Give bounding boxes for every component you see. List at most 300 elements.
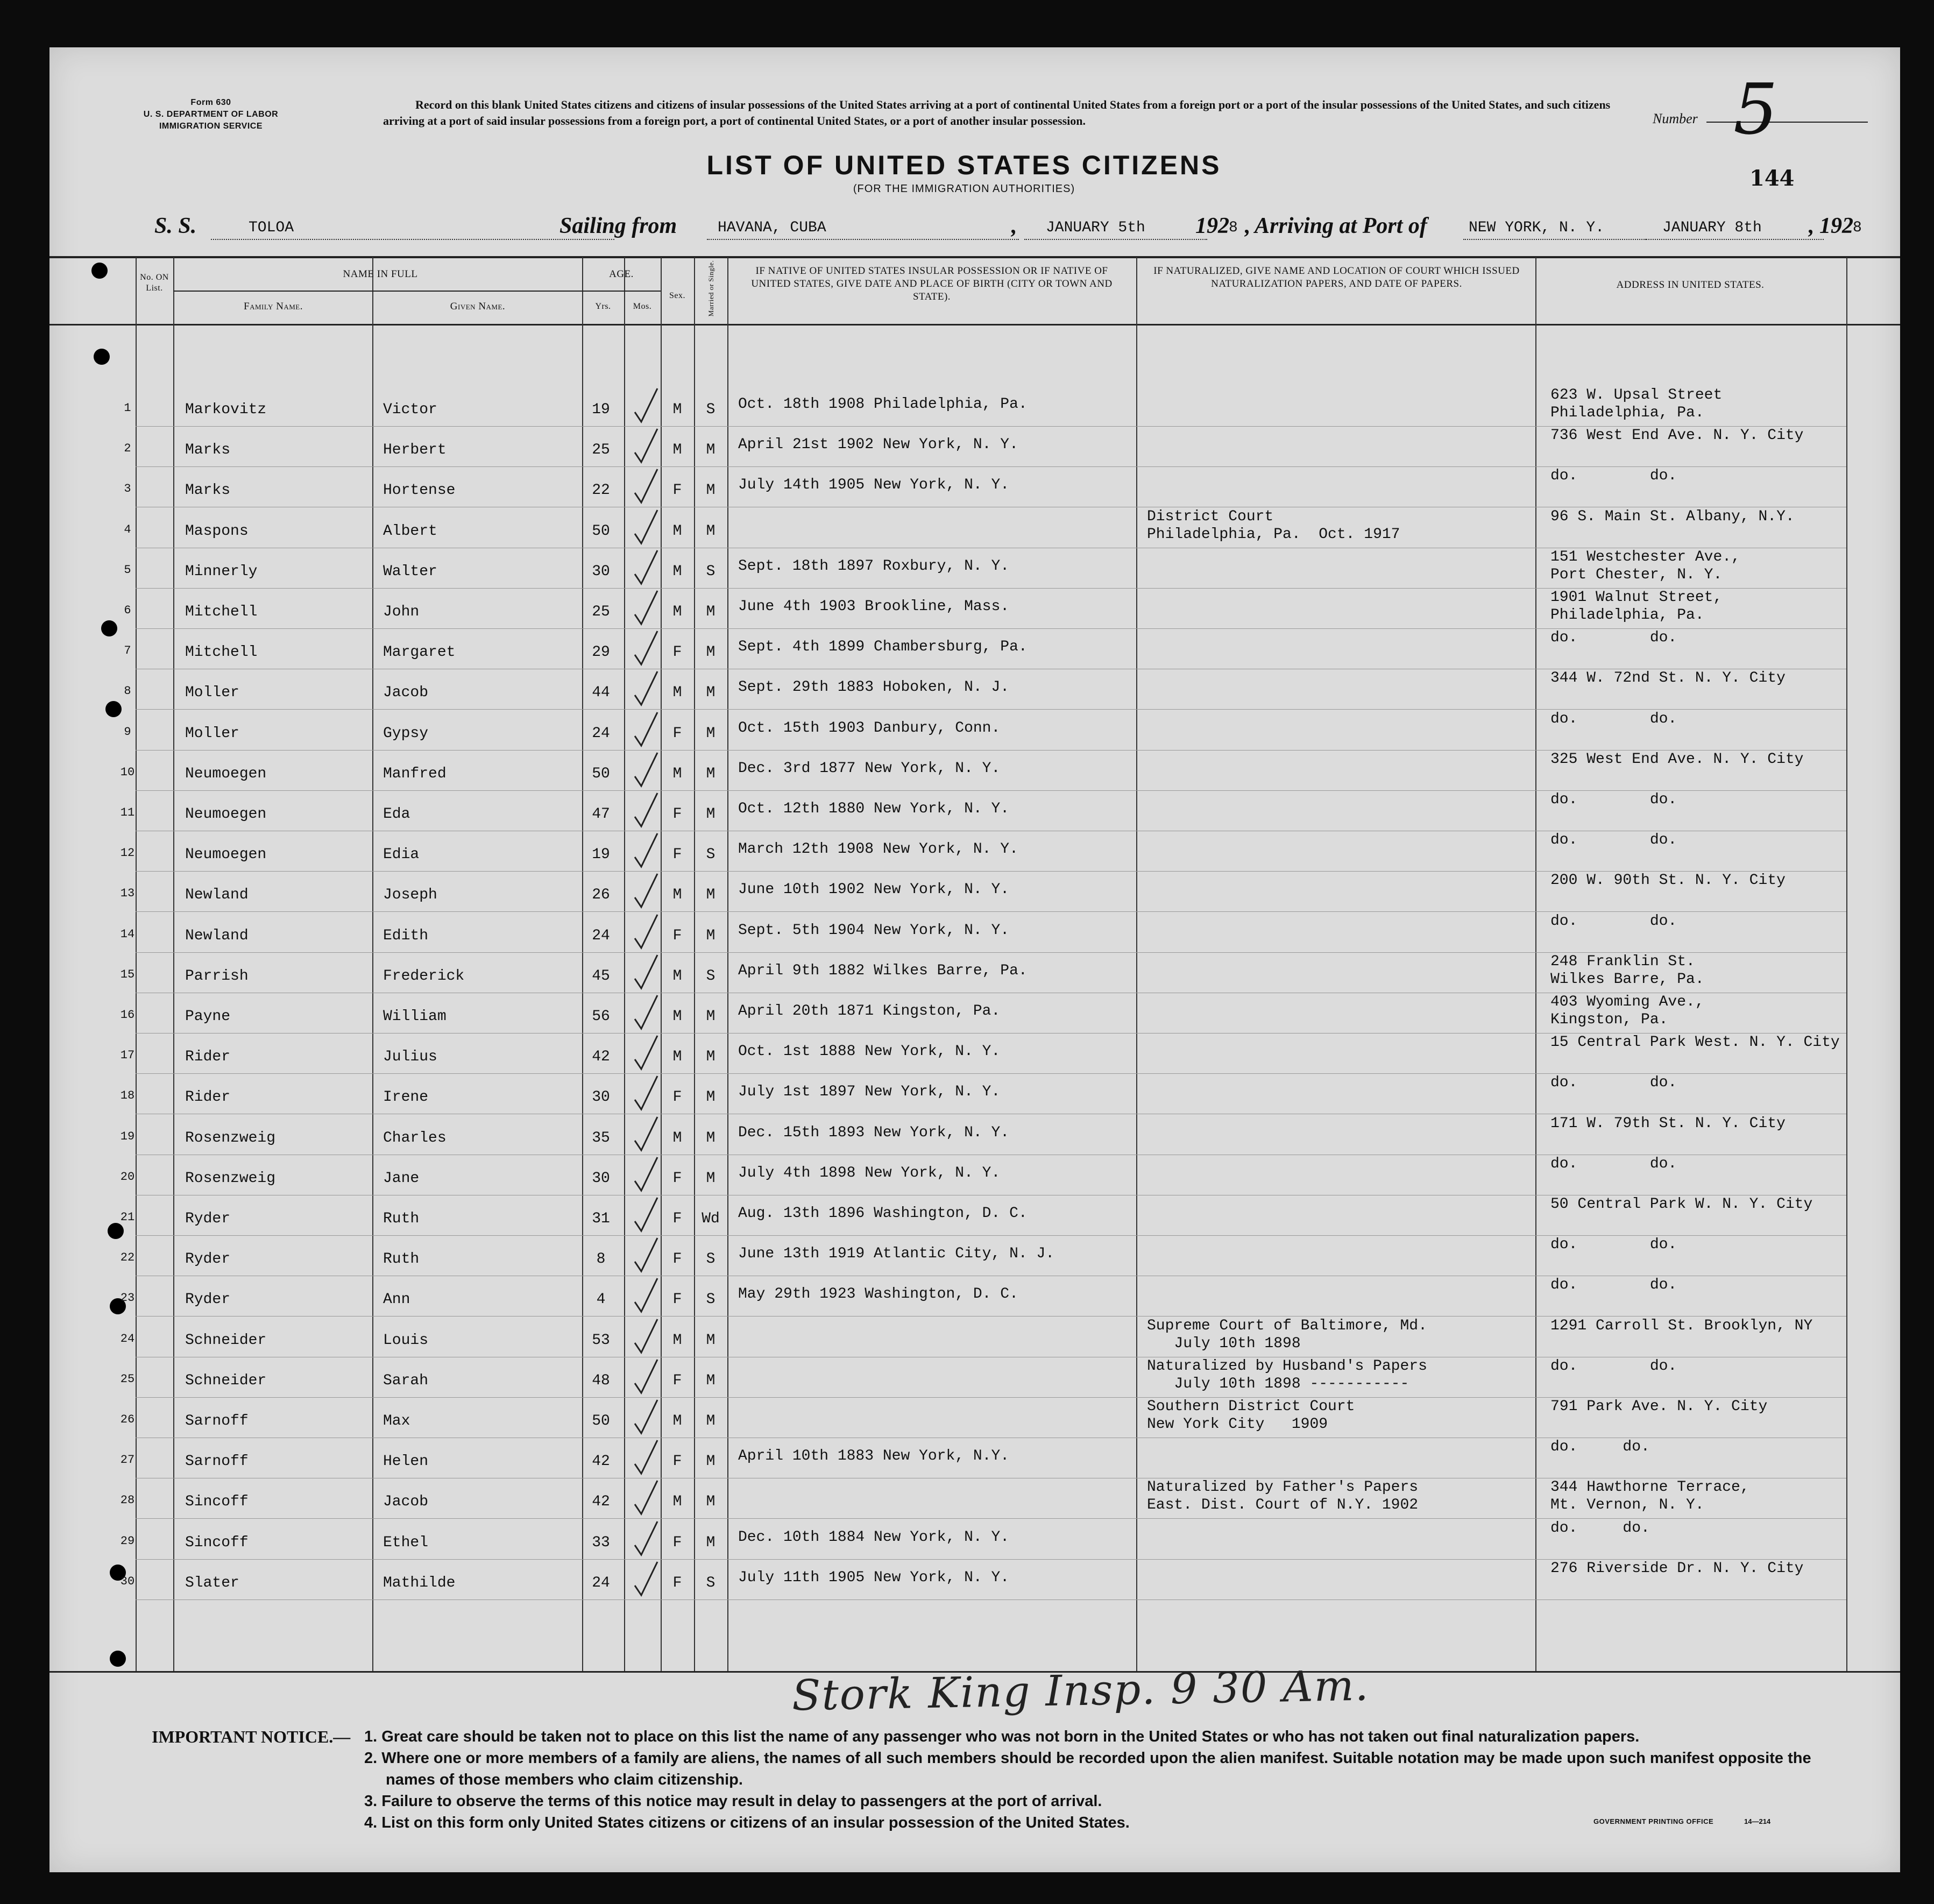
sex: F xyxy=(672,1089,682,1106)
row-rule xyxy=(136,1599,1846,1600)
given-name: Albert xyxy=(383,522,437,540)
row-number: 10 xyxy=(120,765,135,779)
page-number: 144 xyxy=(1749,166,1795,191)
marital-status: M xyxy=(706,806,715,823)
row-number: 29 xyxy=(120,1534,135,1548)
table-top-rule xyxy=(49,256,1900,258)
table-row xyxy=(49,1155,1900,1195)
address-line: do. do. xyxy=(1550,832,1677,849)
col-header-naturalized: IF NATURALIZED, GIVE NAME AND LOCATION OF COURT WHICH ISSUED NATURALIZATION PAPERS, AND DATE OF PAPERS. xyxy=(1153,265,1520,289)
col-header-age: AGE. xyxy=(609,268,634,280)
table-row xyxy=(49,589,1900,629)
address-line: Philadelphia, Pa. xyxy=(1550,607,1704,624)
table-row xyxy=(49,993,1900,1034)
check-mark-icon xyxy=(625,1074,663,1114)
col-header-sex: Sex. xyxy=(669,291,685,300)
table-row xyxy=(49,386,1900,427)
family-name: Moller xyxy=(185,684,239,702)
age-years: 42 xyxy=(592,1049,610,1066)
row-number: 11 xyxy=(120,806,135,819)
row-number: 16 xyxy=(120,1008,135,1022)
sex: F xyxy=(672,1534,682,1551)
binder-hole xyxy=(110,1651,126,1667)
us-address xyxy=(1550,589,1722,624)
address-line: 15 Central Park West. N. Y. City xyxy=(1550,1034,1840,1051)
col-header-yrs: Yrs. xyxy=(595,302,611,311)
age-years: 33 xyxy=(592,1534,610,1551)
sex: F xyxy=(672,1291,682,1308)
family-name: Neumoegen xyxy=(185,846,267,863)
birth-date-place: May 29th 1923 Washington, D. C. xyxy=(738,1286,1018,1303)
table-row xyxy=(49,912,1900,953)
check-mark-icon xyxy=(625,1195,663,1236)
check-mark-icon xyxy=(625,548,663,589)
us-address xyxy=(1550,1317,1812,1335)
us-address xyxy=(1550,831,1677,849)
address-line: do. do. xyxy=(1550,1439,1650,1456)
given-name: Louis xyxy=(383,1332,429,1349)
address-line: 325 West End Ave. N. Y. City xyxy=(1550,751,1804,768)
birth-date-place: Sept. 4th 1899 Chambersburg, Pa. xyxy=(738,639,1028,656)
check-mark-icon xyxy=(625,1438,663,1478)
family-name: Sarnoff xyxy=(185,1413,249,1429)
ss-label: S. S. xyxy=(154,214,197,238)
binder-hole xyxy=(94,349,110,365)
address-line: 791 Park Ave. N. Y. City xyxy=(1550,1398,1768,1415)
row-number: 14 xyxy=(120,927,135,941)
birth-date-place: June 10th 1902 New York, N. Y. xyxy=(738,881,1010,898)
sailing-date: JANUARY 5th xyxy=(1024,220,1207,240)
check-mark-icon xyxy=(625,751,663,791)
address-line: do. do. xyxy=(1550,629,1677,647)
age-years: 30 xyxy=(592,1170,610,1187)
us-address xyxy=(1550,1115,1786,1133)
check-mark-icon xyxy=(625,1519,663,1560)
table-row xyxy=(49,831,1900,872)
naturalization-line: Supreme Court of Baltimore, Md. xyxy=(1147,1317,1427,1334)
family-name: Schneider xyxy=(185,1332,267,1349)
birth-date-place: April 21st 1902 New York, N. Y. xyxy=(738,436,1018,454)
table-row xyxy=(49,1115,1900,1155)
given-name: Hortense xyxy=(383,482,456,499)
row-number: 4 xyxy=(124,522,131,536)
given-name: Eda xyxy=(383,806,410,823)
sex: M xyxy=(672,1129,682,1146)
birth-date-place: April 10th 1883 New York, N.Y. xyxy=(738,1448,1010,1465)
family-name: Newland xyxy=(185,887,249,904)
address-line: do. do. xyxy=(1550,1236,1677,1254)
check-mark-icon xyxy=(625,1478,663,1519)
given-name: Manfred xyxy=(383,765,447,782)
birth-date-place: Oct. 12th 1880 New York, N. Y. xyxy=(738,801,1010,817)
birth-date-place: Sept. 29th 1883 Hoboken, N. J. xyxy=(738,679,1010,696)
address-line: do. do. xyxy=(1550,1155,1677,1172)
notice-item: 2. Where one or more members of a family are aliens, the names of all such members should be recorded upon the alien manifest. Suitable notation may be made upon such manifest opposite the names of those members who claim citizenship. xyxy=(364,1750,1811,1788)
naturalization-line: Naturalized by Father's Papers xyxy=(1147,1479,1419,1496)
us-address xyxy=(1550,1357,1677,1375)
age-years: 50 xyxy=(592,522,610,540)
given-name: Victor xyxy=(383,401,437,418)
birth-date-place: Dec. 10th 1884 New York, N. Y. xyxy=(738,1528,1010,1546)
row-number: 3 xyxy=(124,482,131,496)
check-mark-icon xyxy=(625,791,663,831)
family-name: Markovitz xyxy=(185,401,267,418)
marital-status: M xyxy=(706,604,715,620)
address-line: do. do. xyxy=(1550,1357,1677,1375)
row-number: 15 xyxy=(120,967,135,981)
us-address xyxy=(1550,548,1740,584)
naturalization-info xyxy=(1147,1357,1427,1393)
age-years: 22 xyxy=(592,482,610,499)
family-name: Newland xyxy=(185,927,249,944)
address-line: Port Chester, N. Y. xyxy=(1550,566,1723,583)
binder-hole xyxy=(91,263,108,279)
address-line: 151 Westchester Ave., xyxy=(1550,548,1740,565)
us-address xyxy=(1550,669,1786,687)
age-years: 19 xyxy=(592,401,610,418)
age-years: 19 xyxy=(592,846,610,863)
family-name: Moller xyxy=(185,725,239,742)
row-number: 24 xyxy=(120,1332,135,1346)
age-years: 30 xyxy=(592,1089,610,1106)
sex: M xyxy=(672,522,682,540)
table-row xyxy=(49,548,1900,589)
age-years: 25 xyxy=(592,604,610,620)
address-line: do. do. xyxy=(1550,1277,1677,1294)
check-mark-icon xyxy=(625,467,663,507)
given-name: Julius xyxy=(383,1049,437,1066)
sex: F xyxy=(672,1170,682,1187)
given-name: Joseph xyxy=(383,887,437,904)
sex: F xyxy=(672,806,682,823)
row-number: 8 xyxy=(124,684,131,698)
given-name: Mathilde xyxy=(383,1574,456,1591)
birth-date-place: Oct. 1st 1888 New York, N. Y. xyxy=(738,1043,1001,1060)
marital-status: S xyxy=(706,1574,715,1591)
address-line: do. do. xyxy=(1550,1519,1650,1537)
col-header-given-name: Given Name. xyxy=(450,301,506,312)
row-number: 17 xyxy=(120,1049,135,1063)
given-name: Ethel xyxy=(383,1534,429,1551)
address-line: 171 W. 79th St. N. Y. City xyxy=(1550,1115,1786,1132)
marital-status: M xyxy=(706,1089,715,1106)
row-number: 26 xyxy=(120,1413,135,1426)
family-name: Minnerly xyxy=(185,563,258,580)
check-mark-icon xyxy=(625,831,663,872)
given-name: Ruth xyxy=(383,1211,420,1227)
given-name: Jacob xyxy=(383,684,429,702)
check-mark-icon xyxy=(625,993,663,1034)
sex: M xyxy=(672,967,682,985)
age-years: 24 xyxy=(592,1574,610,1591)
marital-status: M xyxy=(706,482,715,499)
birth-date-place: April 9th 1882 Wilkes Barre, Pa. xyxy=(738,962,1028,979)
sex: M xyxy=(672,563,682,580)
age-years: 56 xyxy=(592,1008,610,1025)
us-address xyxy=(1550,629,1677,647)
family-name: Schneider xyxy=(185,1372,267,1389)
birth-date-place: Dec. 15th 1893 New York, N. Y. xyxy=(738,1124,1010,1141)
family-name: Rosenzweig xyxy=(185,1129,276,1146)
given-name: Gypsy xyxy=(383,725,429,742)
naturalization-line: East. Dist. Court of N.Y. 1902 xyxy=(1147,1497,1419,1514)
row-number: 13 xyxy=(120,887,135,901)
given-name: William xyxy=(383,1008,447,1025)
sex: M xyxy=(672,684,682,702)
table-row xyxy=(49,791,1900,831)
birth-date-place: June 4th 1903 Brookline, Mass. xyxy=(738,598,1010,615)
marital-status: M xyxy=(706,1413,715,1429)
marital-status: M xyxy=(706,887,715,904)
sex: M xyxy=(672,1049,682,1066)
notice-item: 1. Great care should be taken not to place on this list the name of any passenger who was not born in the United States or who has not taken out final naturalization papers. xyxy=(364,1728,1640,1745)
marital-status: S xyxy=(706,967,715,985)
given-name: Margaret xyxy=(383,644,456,661)
marital-status: M xyxy=(706,522,715,540)
marital-status: M xyxy=(706,1049,715,1066)
given-name: Helen xyxy=(383,1453,429,1470)
given-name: Frederick xyxy=(383,967,465,985)
table-row xyxy=(49,1357,1900,1398)
row-number: 27 xyxy=(120,1453,135,1467)
us-address xyxy=(1550,1276,1677,1294)
notice-lead: IMPORTANT NOTICE.— xyxy=(152,1727,351,1746)
age-years: 8 xyxy=(596,1251,606,1268)
address-line: 736 West End Ave. N. Y. City xyxy=(1550,427,1804,444)
sex: F xyxy=(672,1251,682,1268)
sex: F xyxy=(672,1372,682,1389)
family-name: Payne xyxy=(185,1008,231,1025)
birth-date-place: July 14th 1905 New York, N. Y. xyxy=(738,477,1010,494)
arriving-label: Arriving at Port of xyxy=(1255,214,1427,238)
naturalization-info xyxy=(1147,1317,1427,1353)
row-number: 5 xyxy=(124,563,131,577)
family-name: Rosenzweig xyxy=(185,1170,276,1187)
address-line: 1291 Carroll St. Brooklyn, NY xyxy=(1550,1317,1813,1334)
birth-date-place: Oct. 18th 1908 Philadelphia, Pa. xyxy=(738,396,1028,413)
table-row xyxy=(49,669,1900,710)
row-number: 9 xyxy=(124,725,131,739)
marital-status: M xyxy=(706,442,715,459)
sex: M xyxy=(672,1413,682,1429)
marital-status: M xyxy=(706,684,715,702)
given-name: Edith xyxy=(383,927,429,944)
us-address xyxy=(1550,427,1803,444)
arrival-date: JANUARY 8th xyxy=(1646,220,1824,240)
us-address xyxy=(1550,1398,1767,1415)
birth-date-place: April 20th 1871 Kingston, Pa. xyxy=(738,1003,1001,1020)
family-name: Parrish xyxy=(185,967,249,985)
row-number: 18 xyxy=(120,1089,135,1103)
naturalization-info xyxy=(1147,1478,1418,1514)
age-years: 50 xyxy=(592,765,610,782)
address-line: do. do. xyxy=(1550,791,1677,808)
row-number: 28 xyxy=(120,1494,135,1507)
us-address xyxy=(1550,1034,1840,1051)
address-line: do. do. xyxy=(1550,912,1677,930)
sailing-label: Sailing from xyxy=(559,214,677,238)
sex: M xyxy=(672,442,682,459)
list-number: 5 xyxy=(1733,68,1778,150)
sex: F xyxy=(672,482,682,499)
family-name: Rider xyxy=(185,1089,231,1106)
age-years: 24 xyxy=(592,927,610,944)
address-line: 344 W. 72nd St. N. Y. City xyxy=(1550,670,1786,687)
check-mark-icon xyxy=(625,386,663,427)
check-mark-icon xyxy=(625,508,663,548)
family-name: Neumoegen xyxy=(185,765,267,782)
family-name: Maspons xyxy=(185,522,249,540)
birth-date-place: Aug. 13th 1896 Washington, D. C. xyxy=(738,1205,1028,1222)
notice-item: 3. Failure to observe the terms of this notice may result in delay to passengers at the port of arrival. xyxy=(364,1793,1102,1810)
table-row xyxy=(49,710,1900,751)
check-mark-icon xyxy=(625,629,663,669)
row-number: 20 xyxy=(120,1170,135,1184)
address-line: 623 W. Upsal Street xyxy=(1550,387,1723,404)
family-name: Marks xyxy=(185,482,231,499)
check-mark-icon xyxy=(625,1317,663,1357)
us-address xyxy=(1550,791,1677,809)
family-name: Rider xyxy=(185,1049,231,1066)
header-bottom-rule xyxy=(49,324,1900,325)
col-header-birth: IF NATIVE OF UNITED STATES INSULAR POSSESSION OR IF NATIVE OF UNITED STATES, GIVE DATE AND PLACE OF BIRTH (CITY OR TOWN AND STATE). xyxy=(751,265,1113,302)
age-years: 45 xyxy=(592,967,610,985)
given-name: Ann xyxy=(383,1291,410,1308)
row-number: 7 xyxy=(124,644,131,658)
us-address xyxy=(1550,467,1677,485)
naturalization-line: District Court xyxy=(1147,508,1274,525)
age-years: 53 xyxy=(592,1332,610,1349)
birth-date-place: July 1st 1897 New York, N. Y. xyxy=(738,1084,1001,1101)
birth-date-place: March 12th 1908 New York, N. Y. xyxy=(738,841,1018,858)
table-row xyxy=(49,1236,1900,1276)
manifest-sheet: Form 630 U. S. DEPARTMENT OF LABOR IMMIGRATION SERVICE Record on this blank United States citizens and citizens of insular possessions of the United States arriving at a port of continental United States from a foreign port or a port of the insular possessions of the United States, and such citizens arriving at a port of said insular possessions from a foreign port, a port of continental United States, or a port of another insular possession. Number 5 LIST OF UNITED STATES CITIZENS (FOR THE IMMIGRATION AUTHORITIES) 144 S. S. TOLOA Sailing from HAVANA, CUBA , JANUARY 5th 192 8 , Arriving at Port of NEW YORK, N. Y. JANUARY 8th , 192 8 No. ON List. NAME IN FULL Family Name. Given Name. AGE. Yrs. Mos. Sex. Married or Single. IF NATIVE OF UNITED STATES INSULAR POSSESSION OR IF NATIVE OF UNITED STATES, GIVE DATE AND PLACE OF BIRTH (CITY OR TOWN AND STATE). IF NATURALIZED, GIVE NAME AND LOCATION OF COURT WHICH ISSUED NATURALIZATION PAPERS, AND DATE OF PAPERS. ADDRESS IN UNITED STATES. 1 Markovitz Victor 19 M S Oct. 18th 1908 Philadelphia, Pa. 623 W. Upsal Street Philadelphia, Pa. 2 Marks Herbert 25 M M April 21st 1902 New York, N. Y. 736 West End Ave. N. Y. City 3 Marks Hortense 22 F M July 14th 1905 New York, N. Y. do. do. 4 Maspons Albert 50 M M District Court Philadelphia, Pa. Oct. 1917 96 S. Main St. Albany, N.Y. 5 Minnerly Walter 30 M S Sept. 18th 1897 Roxbury, N. Y. 151 Westchester Ave., Port Chester, N. Y. 6 Mitchell John 25 M M June 4th 1903 Brookline, Mass. 1901 Walnut Street, Philadelphia, Pa. 7 Mitchell Margaret 29 F M Sept. 4th 1899 Chambersburg, Pa. do. do. 8 Moller Jacob 44 M M Sept. 29th 1883 Hoboken, N. J. 344 W. 72nd St. N. Y. City 9 Moller Gypsy 24 F M Oct. 15th 1903 Danbury, Conn. do. do. 10 Neumoegen Manfred 50 M M Dec. 3rd 1877 New York, N. Y. 325 West End Ave. N. Y. City 11 Neumoegen Eda 47 F M Oct. 12th 1880 New York, N. Y. do. do. 12 Neumoegen Edia 19 F S March 12th 1908 New York, N. Y. do. do. 13 Newland Joseph 26 M M June 10th 1902 New York, N. Y. 200 W. 90th St. N. Y. City 14 Newland Edith 24 F M Sept. 5th 1904 New York, N. Y. do. do. 15 Parrish Frederick 45 M S April 9th 1882 Wilkes Barre, Pa. 248 Franklin St. Wilkes Barre, Pa. 16 Payne William 56 M M April 20th 1871 Kingston, Pa. 403 Wyoming Ave., Kingston, Pa. 17 Rider Julius 42 M M Oct. 1st 1888 New York, N. Y. 15 Central Park West. N. Y. City 18 Rider Irene 30 F M July 1st 1897 New York, N. Y. do. do. 19 Rosenzweig Charles 35 M M Dec. 15th 1893 New York, N. Y. 171 W. 79th St. N. Y. City 20 Rosenzweig Jane 30 F M July 4th 1898 New York, N. Y. do. do. 21 Ryder Ruth 31 F Wd Aug. 13th 1896 Washington, D. C. 50 Central Park W. N. Y. City 22 Ryder Ruth 8 F S June 13th 1919 Atlantic City, N. J. do. do. 23 Ryder Ann 4 F S May 29th 1923 Washington, D. C. do. do. 24 Schneider Louis 53 M M Supreme Court of Baltimore, Md. July 10th 1898 1291 Carroll St. Brooklyn, NY 25 Schneider Sarah 48 F M Naturalized by Husband's Papers July 10th 1898 ----------- do. do. 26 Sarnoff Max 50 M M Southern District Court New York City 1909 791 Park Ave. N. Y. City 27 Sarnoff Helen 42 F M April 10th 1883 New York, N.Y. do. do. 28 Sincoff Jacob 42 M M Naturalized by Father's Papers East. Dist. Court of N.Y. 1902 344 Hawthorne Terrace, Mt. Vernon, N. Y. 29 Sincoff Ethel 33 F M Dec. 10th 1884 New York, N. Y. do. do. 30 Slater Mathilde 24 F S July 11th 1905 New York, N. Y. 276 Riverside Dr. N. Y. City Stork King Insp. 9 30 Am. IMPORTANT NOTICE.— 1. Great care should be taken not to place on this list the name of any passenger who was not born in the United States or who has not taken out final naturalization papers. 2. Where one or more members of a family are aliens, the names of all such members should be recorded upon the alien manifest. Suitable notation may be made upon such manifest opposite the names of those members who claim citizenship. 3. Failure to observe the terms of this notice may result in delay to passengers at the port of arrival. 4. List on this form only United States citizens or citizens of an insular possession of the United States. GOVERNMENT PRINTING OFFICE 14—214 xyxy=(49,47,1900,1872)
sex: M xyxy=(672,1332,682,1349)
address-line: do. do. xyxy=(1550,1074,1677,1092)
notice-item: 4. List on this form only United States citizens or citizens of an insular possession of the United States. xyxy=(364,1814,1130,1831)
address-line: Mt. Vernon, N. Y. xyxy=(1550,1497,1704,1514)
given-name: Max xyxy=(383,1413,410,1429)
row-number: 30 xyxy=(120,1574,135,1588)
family-name: Marks xyxy=(185,442,231,459)
family-name: Sincoff xyxy=(185,1494,249,1511)
check-mark-icon xyxy=(625,710,663,751)
family-name: Ryder xyxy=(185,1211,231,1227)
marital-status: S xyxy=(706,401,715,418)
age-years: 50 xyxy=(592,1413,610,1429)
row-number: 2 xyxy=(124,442,131,456)
record-instructions: Record on this blank United States citizens and citizens of insular possessions of the United States arriving at a port of continental United States from a foreign port or a port of the insular possessions of the United States, and such citizens arriving at a port of said insular possessions from a foreign port, a port of continental United States, or a port of another insular possession. xyxy=(383,98,1611,128)
given-name: Walter xyxy=(383,563,437,580)
marital-status: M xyxy=(706,765,715,782)
table-row xyxy=(49,953,1900,993)
year-prefix-arrival: 192 xyxy=(1819,214,1853,238)
table-row xyxy=(49,1276,1900,1316)
family-name: Mitchell xyxy=(185,644,258,661)
us-address xyxy=(1550,751,1803,768)
address-line: Wilkes Barre, Pa. xyxy=(1550,971,1704,988)
age-years: 47 xyxy=(592,806,610,823)
table-row xyxy=(49,1398,1900,1438)
family-name: Neumoegen xyxy=(185,806,267,823)
address-line: 1901 Walnut Street, xyxy=(1550,589,1723,606)
check-mark-icon xyxy=(625,872,663,912)
family-name: Mitchell xyxy=(185,604,258,620)
marital-status: S xyxy=(706,1291,715,1308)
marital-status: M xyxy=(706,1332,715,1349)
sex: M xyxy=(672,401,682,418)
check-mark-icon xyxy=(625,669,663,710)
table-row xyxy=(49,1478,1900,1519)
row-number: 23 xyxy=(120,1291,135,1305)
age-years: 26 xyxy=(592,887,610,904)
table-row xyxy=(49,1034,1900,1074)
marital-status: M xyxy=(706,927,715,944)
sex: M xyxy=(672,1008,682,1025)
us-address xyxy=(1550,953,1704,988)
age-years: 42 xyxy=(592,1453,610,1470)
table-row xyxy=(49,629,1900,669)
table-row xyxy=(49,1519,1900,1560)
table-row xyxy=(49,1560,1900,1600)
address-line: 403 Wyoming Ave., xyxy=(1550,994,1704,1010)
row-number: 22 xyxy=(120,1251,135,1265)
form-code: 14—214 xyxy=(1744,1817,1771,1825)
naturalization-line: July 10th 1898 xyxy=(1147,1335,1301,1352)
address-line: 276 Riverside Dr. N. Y. City xyxy=(1550,1560,1804,1577)
given-name: Sarah xyxy=(383,1372,429,1389)
marital-status: M xyxy=(706,644,715,661)
address-line: 344 Hawthorne Terrace, xyxy=(1550,1479,1749,1496)
address-line: Philadelphia, Pa. xyxy=(1550,405,1704,421)
us-address xyxy=(1550,1519,1650,1537)
table-row xyxy=(49,872,1900,912)
marital-status: M xyxy=(706,1494,715,1511)
us-address xyxy=(1550,1438,1650,1456)
page-subtitle: (FOR THE IMMIGRATION AUTHORITIES) xyxy=(853,183,1075,195)
check-mark-icon xyxy=(625,589,663,629)
marital-status: M xyxy=(706,1534,715,1551)
sex: F xyxy=(672,1453,682,1470)
row-number: 1 xyxy=(124,401,131,415)
check-mark-icon xyxy=(625,1115,663,1155)
birth-date-place: Oct. 15th 1903 Danbury, Conn. xyxy=(738,719,1001,737)
col-header-mos: Mos. xyxy=(633,302,652,311)
check-mark-icon xyxy=(625,1236,663,1276)
address-line: Kingston, Pa. xyxy=(1550,1011,1668,1028)
given-name: Jane xyxy=(383,1170,420,1187)
family-name: Sincoff xyxy=(185,1534,249,1551)
us-address xyxy=(1550,912,1677,930)
us-address xyxy=(1550,508,1795,526)
sailing-from: HAVANA, CUBA xyxy=(707,220,1019,240)
given-name: Herbert xyxy=(383,442,447,459)
check-mark-icon xyxy=(625,1155,663,1195)
us-address xyxy=(1550,1560,1803,1577)
sex: M xyxy=(672,1494,682,1511)
table-row xyxy=(49,427,1900,467)
birth-date-place: July 4th 1898 New York, N. Y. xyxy=(738,1164,1001,1181)
birth-date-place: July 11th 1905 New York, N. Y. xyxy=(738,1569,1010,1586)
marital-status: Wd xyxy=(702,1211,720,1227)
check-mark-icon xyxy=(625,953,663,993)
table-row xyxy=(49,467,1900,507)
check-mark-icon xyxy=(625,427,663,467)
birth-date-place: Sept. 5th 1904 New York, N. Y. xyxy=(738,922,1010,939)
col-header-address: ADDRESS IN UNITED STATES. xyxy=(1616,279,1765,291)
age-years: 42 xyxy=(592,1494,610,1511)
sex: F xyxy=(672,725,682,742)
